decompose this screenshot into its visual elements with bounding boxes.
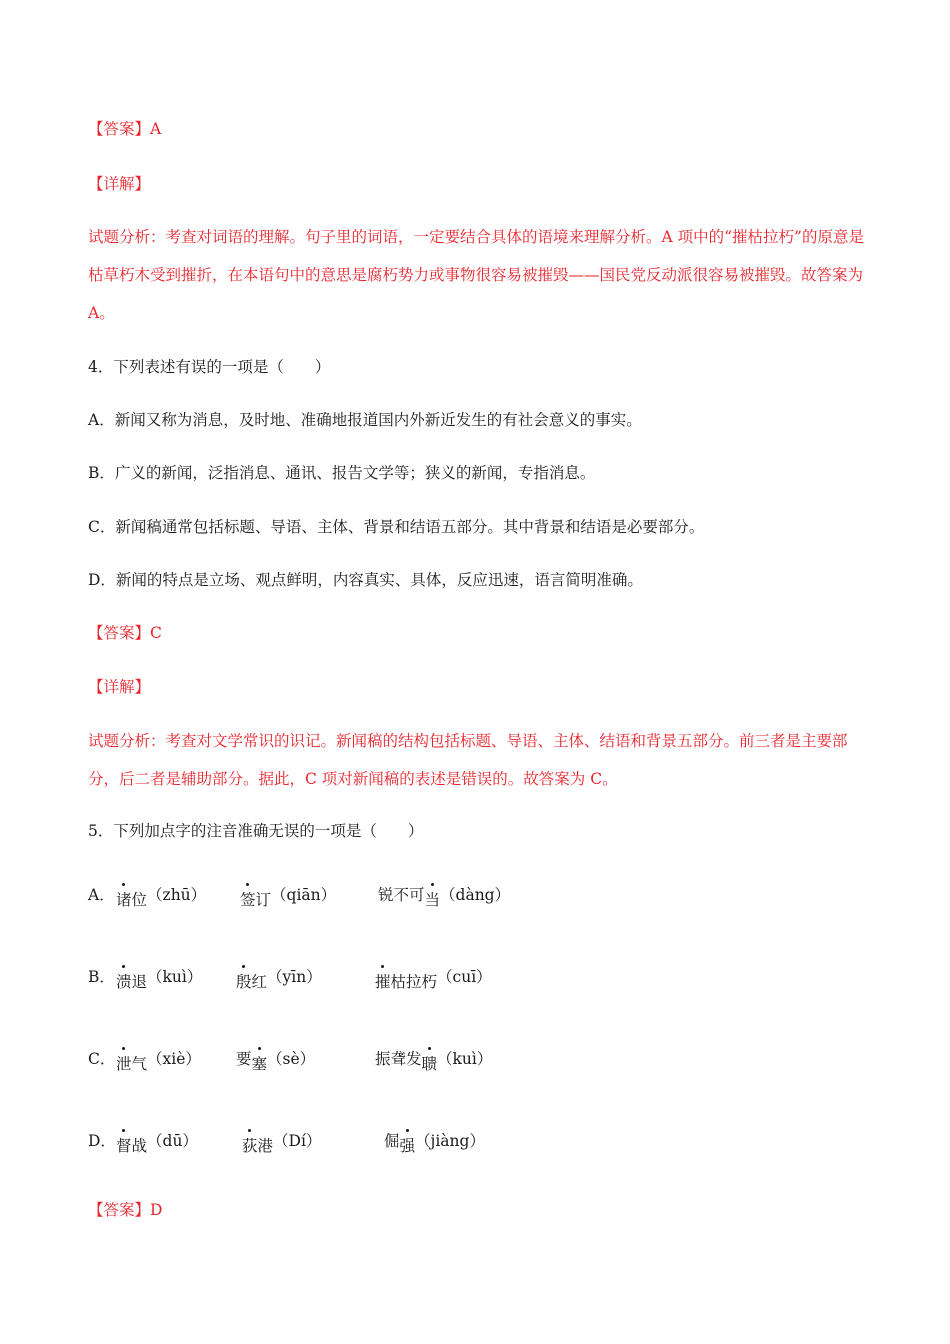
- char-rest: 气: [131, 1055, 148, 1073]
- pinyin: （kuì）: [147, 968, 203, 986]
- q5-a-item-3: [378, 884, 511, 909]
- answer-label: 【答案】: [88, 624, 151, 642]
- pinyin: （sè）: [267, 1050, 316, 1068]
- q5-b-item-2: [236, 966, 322, 991]
- pinyin: （jiàng）: [415, 1132, 485, 1150]
- pinyin: （dū）: [147, 1132, 198, 1150]
- q3-detail-label: 【详解】: [88, 175, 151, 193]
- answer-label: 【答案】: [88, 120, 151, 138]
- q5-b-item-3: [375, 966, 492, 991]
- dotted-char: 塞: [251, 1055, 268, 1073]
- dotted-char: 荻: [242, 1137, 258, 1155]
- q4-detail-label: 【详解】: [88, 678, 151, 696]
- q5-c-item-1: [116, 1048, 201, 1073]
- q4-answer: [88, 622, 870, 644]
- dotted-char: 签: [240, 891, 256, 909]
- q3-analysis: 试题分析：考查对词语的理解。句子里的词语，一定要结合具体的语境来理解分析。A 项中的“摧枯拉朽”的原意是枯草朽木受到摧折，在本语句中的意思是腐朽势力或事物很容易被摧毁——国民党反动派很容易被摧毁。故答案为 A。: [88, 228, 864, 322]
- q4-stem: 4．下列表述有误的一项是（ ）: [88, 358, 331, 376]
- dotted-char: 诸: [116, 891, 132, 909]
- option-letter: A．: [88, 886, 115, 904]
- q4-option-b: B．广义的新闻，泛指消息、通讯、报告文学等；狭义的新闻，专指消息。: [88, 464, 596, 482]
- char-rest: 港: [257, 1137, 274, 1155]
- q5-d-item-3: [384, 1130, 485, 1155]
- char-rest: 退: [131, 973, 148, 991]
- option-letter: D．: [88, 1132, 116, 1150]
- char-rest: 位: [131, 891, 148, 909]
- q4-option-a: A．新闻又称为消息，及时地、准确地报道国内外新近发生的有社会意义的事实。: [88, 411, 642, 429]
- char-rest: 订: [255, 891, 272, 909]
- dotted-char: 摧: [375, 973, 391, 991]
- char-pre: 要: [236, 1050, 252, 1068]
- q5-d-item-1: [116, 1130, 198, 1155]
- char-rest: 战: [131, 1137, 148, 1155]
- pinyin: （Dí）: [273, 1132, 322, 1150]
- dotted-char: 聩: [421, 1055, 438, 1073]
- q5-c-item-2: [236, 1048, 316, 1073]
- q5-a-item-2: [240, 884, 337, 909]
- pinyin: （kuì）: [437, 1050, 493, 1068]
- pinyin: （dàng）: [440, 886, 511, 904]
- dotted-char: 当: [424, 891, 441, 909]
- char-pre: 锐不可: [378, 886, 425, 904]
- dotted-char: 督: [116, 1137, 132, 1155]
- answer-value: A: [150, 120, 162, 138]
- char-pre: 振聋发: [375, 1050, 422, 1068]
- q5-d-item-2: [242, 1130, 322, 1155]
- pinyin: （qiān）: [271, 886, 337, 904]
- option-letter: B．: [88, 968, 115, 986]
- q5-answer: [88, 1199, 870, 1221]
- q5-stem: 5．下列加点字的注音准确无误的一项是（ ）: [88, 822, 424, 840]
- pinyin: （xiè）: [147, 1050, 201, 1068]
- dotted-char: 溃: [116, 973, 132, 991]
- q5-c-item-3: [375, 1048, 493, 1073]
- char-rest: 红: [251, 973, 268, 991]
- q5-b-item-1: [116, 966, 203, 991]
- dotted-char: 强: [399, 1137, 416, 1155]
- option-letter: C．: [88, 1050, 116, 1068]
- q4-option-d: D．新闻的特点是立场、观点鲜明，内容真实、具体，反应迅速，语言简明准确。: [88, 571, 643, 589]
- q4-analysis: 试题分析：考查对文学常识的识记。新闻稿的结构包括标题、导语、主体、结语和背景五部分。前三者是主要部分，后二者是辅助部分。据此，C 项对新闻稿的表述是错误的。故答案为 C。: [88, 732, 848, 788]
- q3-answer: [88, 118, 870, 140]
- q5-a-item-1: [116, 884, 207, 909]
- answer-label: 【答案】: [88, 1201, 151, 1219]
- pinyin: （zhū）: [147, 886, 207, 904]
- answer-value: D: [150, 1201, 163, 1219]
- pinyin: （yīn）: [267, 968, 322, 986]
- char-pre: 倔: [384, 1132, 400, 1150]
- pinyin: （cuī）: [437, 968, 492, 986]
- dotted-char: 泄: [116, 1055, 132, 1073]
- dotted-char: 殷: [236, 973, 252, 991]
- char-rest: 枯拉朽: [390, 973, 438, 991]
- q4-option-c: C．新闻稿通常包括标题、导语、主体、背景和结语五部分。其中背景和结语是必要部分。: [88, 518, 705, 536]
- answer-value: C: [150, 624, 162, 642]
